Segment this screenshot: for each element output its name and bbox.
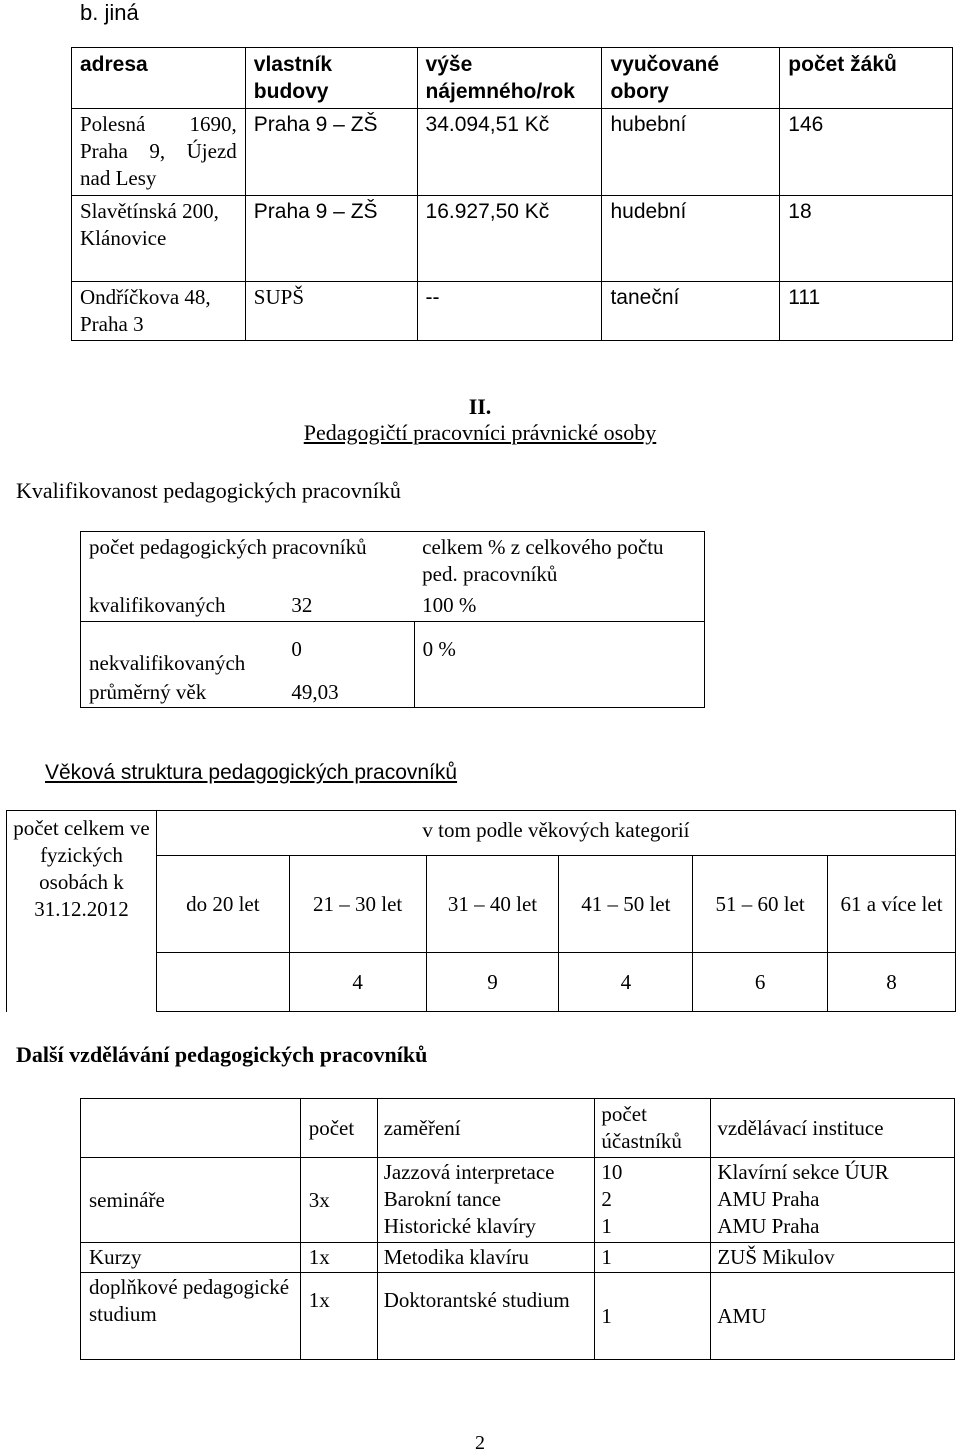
percent-cell: 0 % — [414, 622, 704, 678]
category-cell: 41 – 50 let — [559, 856, 693, 953]
header-cell: celkem % z celkového počtu ped. pracovníků — [414, 532, 704, 591]
table-row — [81, 622, 705, 678]
header-cell: vyučované obory — [602, 48, 780, 109]
row-label: kvalifikovaných — [81, 590, 284, 622]
owner-cell: Praha 9 – ZŠ — [245, 196, 417, 282]
rent-cell: -- — [417, 282, 602, 341]
institution-cell: AMU — [711, 1273, 955, 1360]
header-cell: počet účastníků — [595, 1099, 711, 1158]
institution-cell: ZUŠ Mikulov — [711, 1243, 955, 1273]
value-cell: 6 — [693, 953, 828, 1012]
value-cell: 8 — [828, 953, 956, 1012]
participants-cell: 10 2 1 — [595, 1158, 711, 1243]
table-row — [81, 590, 705, 622]
pupils-cell: 18 — [780, 196, 953, 282]
header-cell: výše nájemného/rok — [417, 48, 602, 109]
subjects-cell: hubební — [602, 109, 780, 196]
row-label: nekvalifikovaných — [81, 622, 284, 678]
type-cell: Kurzy — [81, 1243, 301, 1273]
group-header-cell: v tom podle věkových kategorií — [156, 811, 955, 856]
focus-cell: Metodika klavíru — [377, 1243, 595, 1273]
category-cell: 61 a více let — [828, 856, 956, 953]
institution-cell: Klavírní sekce ÚUR AMU Praha AMU Praha — [711, 1158, 955, 1243]
category-cell: 51 – 60 let — [693, 856, 828, 953]
header-cell: adresa — [72, 48, 246, 109]
header-cell — [81, 1099, 301, 1158]
category-cell: do 20 let — [156, 856, 289, 953]
header-cell: počet — [300, 1099, 377, 1158]
address-cell: Polesná 1690, Praha 9, Újezd nad Lesy — [72, 109, 246, 196]
owner-cell: SUPŠ — [245, 282, 417, 341]
participants-cell: 1 — [595, 1273, 711, 1360]
count-cell: 0 — [283, 622, 414, 678]
table-header-row — [81, 532, 705, 591]
header-cell: počet žáků — [780, 48, 953, 109]
section-title: Pedagogičtí pracovníci právnické osoby — [303, 420, 657, 445]
category-cell: 21 – 30 let — [289, 856, 426, 953]
header-cell: vzdělávací instituce — [711, 1099, 955, 1158]
age-structure-table — [6, 810, 956, 1012]
section-heading-b: b. jiná — [80, 0, 139, 25]
participants-cell: 1 — [595, 1243, 711, 1273]
focus-cell: Jazzová interpretace Barokní tance Historické klavíry — [377, 1158, 595, 1243]
total-label-cell: počet celkem ve fyzických osobách k 31.12.2012 — [7, 811, 157, 1012]
count-cell: 1x — [300, 1243, 377, 1273]
percent-cell: 100 % — [414, 590, 704, 622]
category-cell: 31 – 40 let — [426, 856, 559, 953]
count-cell: 49,03 — [283, 678, 414, 708]
address-cell: Slavětínská 200, Klánovice — [72, 196, 246, 282]
value-cell — [156, 953, 289, 1012]
table-row — [72, 109, 953, 196]
education-table — [80, 1098, 955, 1360]
buildings-table — [71, 47, 953, 341]
pupils-cell: 146 — [780, 109, 953, 196]
count-cell: 32 — [283, 590, 414, 622]
qualification-table — [80, 531, 705, 708]
value-cell: 4 — [289, 953, 426, 1012]
rent-cell: 34.094,51 Kč — [417, 109, 602, 196]
type-cell: doplňkové pedagogické studium — [81, 1273, 301, 1360]
qualification-heading: Kvalifikovanost pedagogických pracovníků — [16, 478, 401, 503]
owner-cell: Praha 9 – ZŠ — [245, 109, 417, 196]
subjects-cell: taneční — [602, 282, 780, 341]
subjects-cell: hudební — [602, 196, 780, 282]
header-cell: vlastník budovy — [245, 48, 417, 109]
table-row — [81, 1158, 955, 1243]
address-cell: Ondříčkova 48, Praha 3 — [72, 282, 246, 341]
table-row — [81, 1243, 955, 1273]
focus-cell: Doktorantské studium — [377, 1273, 595, 1360]
table-header-row — [72, 48, 953, 109]
table-row — [72, 282, 953, 341]
page-number: 2 — [475, 1432, 485, 1454]
table-row — [72, 196, 953, 282]
table-header-row — [7, 811, 956, 856]
table-row — [81, 1273, 955, 1360]
type-cell: semináře — [81, 1158, 301, 1243]
education-heading: Další vzdělávání pedagogických pracovníků — [16, 1042, 428, 1067]
table-row — [81, 678, 705, 708]
age-structure-heading: Věková struktura pedagogických pracovníků — [45, 761, 458, 784]
count-cell: 3x — [300, 1158, 377, 1243]
count-cell: 1x — [300, 1273, 377, 1360]
section-number: II. — [468, 394, 492, 419]
value-cell: 4 — [559, 953, 693, 1012]
percent-cell — [414, 678, 704, 708]
header-cell: počet pedagogických pracovníků — [81, 532, 415, 591]
header-cell: zaměření — [377, 1099, 595, 1158]
table-header-row — [81, 1099, 955, 1158]
rent-cell: 16.927,50 Kč — [417, 196, 602, 282]
pupils-cell: 111 — [780, 282, 953, 341]
row-label: průměrný věk — [81, 678, 284, 708]
value-cell: 9 — [426, 953, 559, 1012]
